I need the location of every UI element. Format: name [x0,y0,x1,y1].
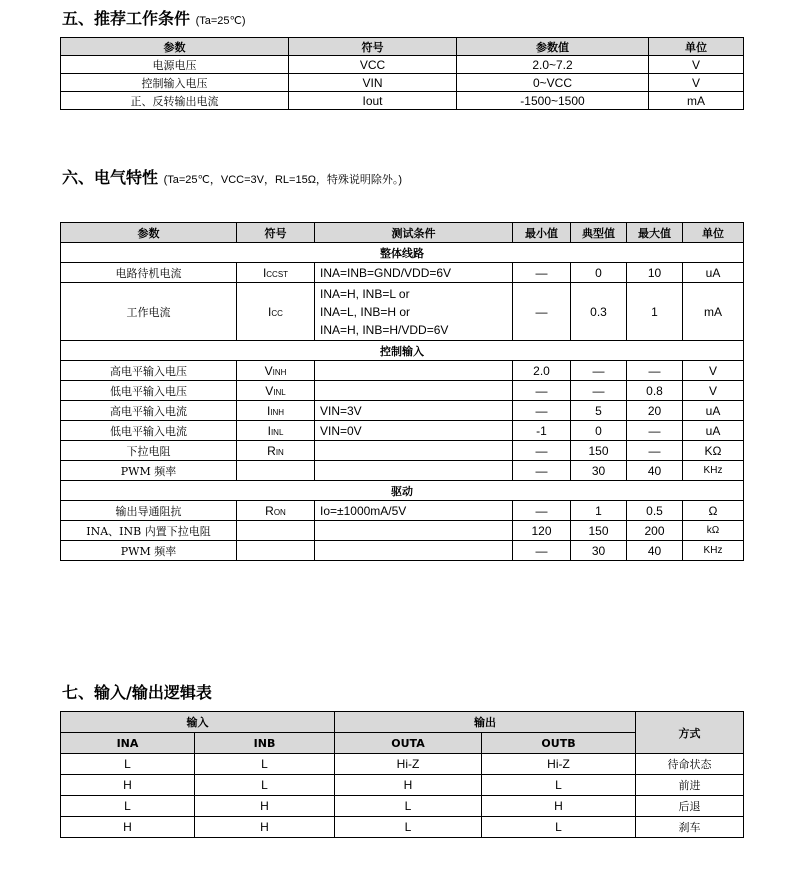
cell-inb: H [195,817,335,838]
cell-outb: L [482,817,636,838]
cell-condition: VIN=0V [315,421,513,441]
group-label: 驱动 [61,481,744,501]
cell-condition [315,441,513,461]
col-header-mode: 方式 [636,712,744,754]
cell-unit: KΩ [683,441,744,461]
cell-param: 高电平输入电流 [61,401,237,421]
cell-typ: 5 [571,401,627,421]
col-header: 典型值 [571,223,627,243]
table-header-row [61,223,744,243]
table-row [61,441,744,461]
table-row [61,56,744,74]
section5-condition: (Ta=25℃) [195,15,246,27]
cell-param: INA、INB 内置下拉电阻 [61,521,237,541]
cell-unit: V [683,361,744,381]
table-row [61,263,744,283]
cell-min: — [513,541,571,561]
cell-unit: V [683,381,744,401]
cell-max: — [627,441,683,461]
table-row [61,754,744,775]
cell-outa: H [335,775,482,796]
cell-outa: L [335,817,482,838]
col-header: 单位 [683,223,744,243]
recommended-conditions-table [60,37,744,110]
cell-symbol: RIN [237,441,315,461]
table-row [61,421,744,441]
table-header-row [61,38,744,56]
cell-symbol: IINL [237,421,315,441]
section7-heading [62,680,212,703]
cell-value: 2.0~7.2 [457,56,649,74]
section6-title: 六、电气特性 [62,168,159,187]
cell-inb: L [195,775,335,796]
cell-value: 0~VCC [457,74,649,92]
col-header: 符号 [237,223,315,243]
cell-mode: 前进 [636,775,744,796]
cell-value: -1500~1500 [457,92,649,110]
group-header-output: 输出 [335,712,636,733]
cell-min: — [513,283,571,341]
table-row [61,74,744,92]
group-header-input: 输入 [61,712,335,733]
cell-symbol: Iout [289,92,457,110]
cell-param: 工作电流 [61,283,237,341]
cell-condition [315,381,513,401]
cell-unit: kΩ [683,521,744,541]
col-header: OUTB [482,733,636,754]
table-row [61,283,744,341]
cell-condition [315,541,513,561]
cell-condition: INA=INB=GND/VDD=6V [315,263,513,283]
cell-typ: 0.3 [571,283,627,341]
section6-heading [62,165,402,188]
col-header: 符号 [289,38,457,56]
cell-symbol: VIN [289,74,457,92]
logic-table [60,711,744,838]
cell-param: PWM 频率 [61,461,237,481]
electrical-characteristics-table [60,222,744,561]
group-label: 控制输入 [61,341,744,361]
cell-min: -1 [513,421,571,441]
cell-min: 120 [513,521,571,541]
cell-symbol: IINH [237,401,315,421]
cell-unit: KHz [683,461,744,481]
cell-mode: 刹车 [636,817,744,838]
cell-outb: H [482,796,636,817]
col-header: 测试条件 [315,223,513,243]
group-label: 整体线路 [61,243,744,263]
cell-param: 电路待机电流 [61,263,237,283]
cell-max: — [627,421,683,441]
cell-max: 20 [627,401,683,421]
cell-max: 40 [627,541,683,561]
cell-min: — [513,381,571,401]
table-header-row [61,712,744,733]
cell-min: 2.0 [513,361,571,381]
cell-unit: uA [683,263,744,283]
cell-typ: 30 [571,541,627,561]
cell-param: 高电平输入电压 [61,361,237,381]
cell-max: 200 [627,521,683,541]
cell-unit: uA [683,401,744,421]
cell-param: 低电平输入电流 [61,421,237,441]
table-row [61,796,744,817]
cell-symbol: VINL [237,381,315,401]
cell-symbol: RON [237,501,315,521]
cell-param: 正、反转输出电流 [61,92,289,110]
cell-symbol [237,521,315,541]
table-row [61,501,744,521]
table-row [61,461,744,481]
col-header: 参数 [61,38,289,56]
table-row [61,521,744,541]
cell-param: 控制输入电压 [61,74,289,92]
cell-inb: L [195,754,335,775]
cell-outb: Hi-Z [482,754,636,775]
cell-typ: 150 [571,521,627,541]
section5-heading [62,6,246,29]
cell-symbol [237,461,315,481]
table-row [61,541,744,561]
cell-outa: Hi-Z [335,754,482,775]
cell-unit: uA [683,421,744,441]
cell-typ: — [571,381,627,401]
group-row [61,243,744,263]
cell-condition [315,461,513,481]
cell-typ: 30 [571,461,627,481]
section7-title: 七、输入/输出逻辑表 [62,683,212,702]
cell-typ: 1 [571,501,627,521]
table-row [61,381,744,401]
cell-mode: 待命状态 [636,754,744,775]
cell-condition: VIN=3V [315,401,513,421]
cell-param: PWM 频率 [61,541,237,561]
cell-inb: H [195,796,335,817]
cell-condition [315,361,513,381]
group-row [61,341,744,361]
col-header: 参数值 [457,38,649,56]
cell-typ: 150 [571,441,627,461]
col-header: INB [195,733,335,754]
cell-mode: 后退 [636,796,744,817]
cell-unit: V [649,56,744,74]
cell-min: — [513,401,571,421]
cell-max: 0.8 [627,381,683,401]
table-row [61,361,744,381]
cell-ina: H [61,817,195,838]
table-row [61,817,744,838]
cell-param: 下拉电阻 [61,441,237,461]
cell-unit: KHz [683,541,744,561]
cell-unit: Ω [683,501,744,521]
cell-typ: — [571,361,627,381]
cell-min: — [513,501,571,521]
cell-min: — [513,263,571,283]
col-header: 单位 [649,38,744,56]
col-header: 参数 [61,223,237,243]
table-row [61,775,744,796]
cell-min: — [513,461,571,481]
cell-ina: L [61,796,195,817]
cell-min: — [513,441,571,461]
section6-condition: (Ta=25℃，VCC=3V，RL=15Ω，特殊说明除外。) [163,174,403,186]
cell-param: 输出导通阻抗 [61,501,237,521]
cell-ina: L [61,754,195,775]
group-row [61,481,744,501]
col-header: OUTA [335,733,482,754]
cell-max: 1 [627,283,683,341]
cell-unit: mA [649,92,744,110]
cell-symbol: VCC [289,56,457,74]
cell-ina: H [61,775,195,796]
cell-param: 低电平输入电压 [61,381,237,401]
table-row [61,92,744,110]
col-header: 最小值 [513,223,571,243]
cell-symbol: ICCST [237,263,315,283]
cell-condition: Io=±1000mA/5V [315,501,513,521]
cell-condition: INA=H, INB=L or INA=L, INB=H or INA=H, INB=H/VDD=6V [315,283,513,341]
cell-unit: V [649,74,744,92]
cell-unit: mA [683,283,744,341]
cell-symbol: ICC [237,283,315,341]
cell-typ: 0 [571,263,627,283]
cell-symbol [237,541,315,561]
cell-param: 电源电压 [61,56,289,74]
table-row [61,401,744,421]
cell-typ: 0 [571,421,627,441]
section5-title: 五、推荐工作条件 [62,9,191,28]
cell-symbol: VINH [237,361,315,381]
cell-outb: L [482,775,636,796]
cell-max: 10 [627,263,683,283]
cell-condition [315,521,513,541]
cell-max: — [627,361,683,381]
cell-max: 40 [627,461,683,481]
col-header: 最大值 [627,223,683,243]
cell-outa: L [335,796,482,817]
col-header: INA [61,733,195,754]
cell-max: 0.5 [627,501,683,521]
